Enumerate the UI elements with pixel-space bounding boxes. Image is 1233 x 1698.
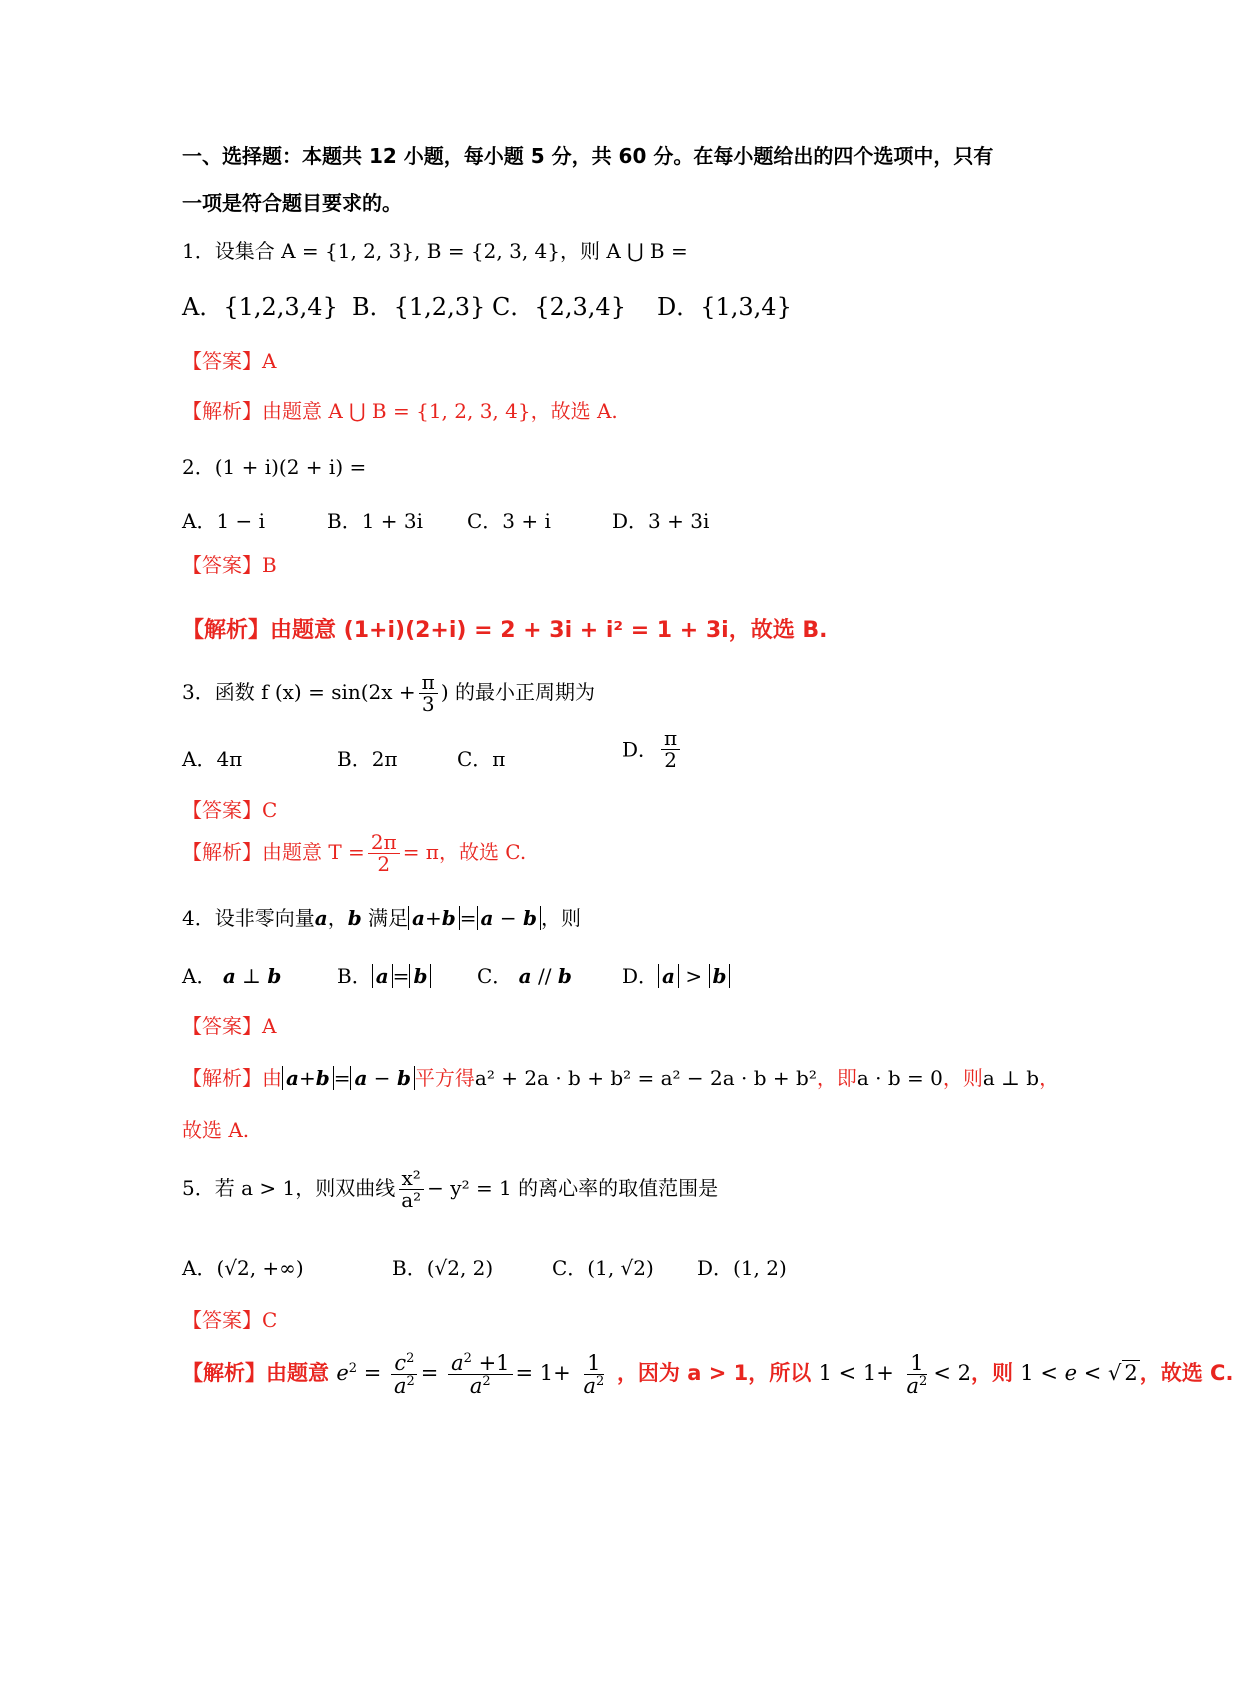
q5-option-b: B．(√2, 2)	[392, 1256, 494, 1280]
q2-option-b: B．1 + 3i	[327, 509, 424, 533]
q5-analysis-eq3: 1 < e < √ 2	[1020, 1361, 1138, 1386]
q4-analysis-sum-b: b	[315, 1066, 330, 1090]
analysis-label: 【解析】	[182, 1066, 262, 1090]
q1-option-d: D．{1,3,4}	[657, 293, 792, 321]
q4-option-b-label: B．	[337, 964, 372, 988]
answer-label: 【答案】	[182, 349, 262, 373]
q4-sum-b: b	[441, 906, 456, 930]
q4-option-a-vec-b: b	[267, 964, 282, 988]
q3-answer	[182, 797, 277, 823]
q4-stem-pre: 4．设非零向量	[182, 906, 315, 930]
q4-option-c: C． a // b	[477, 964, 572, 988]
q4-analysis-sum-a: a	[286, 1066, 299, 1090]
q4-analysis-eq: a+b = a − b	[282, 1066, 415, 1090]
q4-analysis-end: ，	[1039, 1066, 1060, 1090]
q4-option-d-vec-b: b	[712, 964, 727, 988]
q5-option-a: A．(√2, +∞)	[182, 1256, 304, 1280]
q2-analysis	[182, 617, 828, 646]
q4-sum-a: a	[412, 906, 426, 930]
analysis-label: 【解析】	[182, 618, 271, 643]
q5-eq-frac3: $\frac{1}{a^2}$	[583, 1351, 605, 1399]
q4-option-d-abs-b	[709, 964, 731, 988]
q3-option-d-den: 2	[664, 748, 677, 772]
q4-analysis-abs-diff: a − b	[350, 1066, 414, 1090]
q5-analysis-post1: ，因为 a > 1，所以	[616, 1361, 812, 1386]
answer-label: 【答案】	[182, 1308, 262, 1332]
q4-option-c-vec-b: b	[557, 964, 572, 988]
q4-stem: 4．设非零向量a，b 满足 a+b = a − b ，则	[182, 906, 581, 930]
q4-analysis-diff-b: b	[396, 1066, 411, 1090]
q4-analysis-pre: 由	[262, 1066, 282, 1090]
q4-analysis-diff-a: a	[354, 1066, 368, 1090]
q5-analysis-post3: ，故选 C.	[1139, 1361, 1233, 1386]
q4-option-b-vec-b: b	[413, 964, 428, 988]
q4-option-c-label: C．	[477, 964, 513, 988]
q3-frac-num: π	[419, 672, 438, 694]
q5-option-d: D．(1, 2)	[697, 1256, 787, 1280]
answer-value: A	[262, 349, 277, 373]
q5-stem-pre: 5．若 a > 1，则双曲线	[182, 1176, 396, 1200]
q3-option-d-fraction	[661, 728, 680, 771]
q5-fraction	[398, 1168, 424, 1211]
q4-option-a-vec-a: a	[222, 964, 236, 988]
q5-frac-num: x²	[399, 1168, 424, 1190]
q5-analysis	[182, 1352, 1233, 1397]
answer-value: A	[262, 1014, 277, 1038]
q5-eq-frac2: $\frac{a^2 +1}{a^2}$	[448, 1352, 512, 1397]
q4-option-d-label: D．	[622, 964, 659, 988]
q5-analysis-pre: 由题意	[266, 1361, 329, 1386]
q5-stem-post: − y² = 1 的离心率的取值范围是	[427, 1176, 719, 1200]
q3-analysis-den: 2	[377, 852, 391, 876]
q4-answer	[182, 1013, 276, 1039]
q3-frac-den: 3	[421, 692, 435, 716]
q4-stem-post: ，则	[540, 906, 581, 930]
q4-option-b: B． a = b	[337, 963, 431, 989]
answer-value: C	[262, 798, 278, 822]
q4-analysis-abs-sum: a+b	[282, 1066, 334, 1090]
q3-option-d-label: D．	[622, 737, 659, 762]
q4-diff-b: b	[522, 906, 537, 930]
q4-stem-mid: 满足	[368, 906, 409, 930]
q5-answer	[182, 1307, 277, 1333]
q3-option-b: B．2π	[337, 747, 398, 771]
q3-option-d	[622, 728, 683, 771]
q3-stem-post: ) 的最小正周期为	[440, 680, 595, 704]
q4-option-b-abs-a	[372, 964, 393, 988]
q5-analysis-eq1: $e^2$ = $\frac{c^2}{a^2}$ = $\frac{a^2 +1}{a^2}$ = 1+ $\frac{1}{a^2}$	[336, 1361, 617, 1385]
q1-option-b: B．{1,2,3}	[352, 293, 486, 321]
q4-abs-sum: a+b	[408, 906, 460, 930]
q4-analysis	[182, 1065, 1059, 1091]
q4-diff-a: a	[480, 906, 494, 930]
q4-option-b-abs-b	[409, 964, 431, 988]
q3-analysis-fraction	[368, 832, 400, 875]
q4-analysis-expr: a² + 2a · b + b² = a² − 2a · b + b²	[474, 1066, 817, 1090]
q3-analysis-pre: 由题意 T =	[262, 840, 365, 864]
q2-option-d: D．3 + 3i	[612, 509, 710, 533]
answer-label: 【答案】	[182, 553, 262, 577]
q3-analysis	[182, 832, 526, 875]
answer-value: B	[262, 553, 277, 577]
q5-eq-frac1: $\frac{c^2}{a^2}$	[391, 1352, 418, 1397]
q4-option-c-vec-a: a	[518, 964, 532, 988]
q3-fraction	[419, 672, 438, 715]
q4-option-d: D． a > b	[622, 963, 730, 989]
q4-analysis-expr3: a ⊥ b	[982, 1066, 1040, 1090]
q3-option-d-num: π	[661, 728, 680, 750]
q1-answer	[182, 348, 276, 374]
analysis-label: 【解析】	[182, 840, 262, 864]
q1-analysis	[182, 398, 618, 424]
q4-option-d-abs-a	[658, 964, 679, 988]
q2-option-c: C．3 + i	[467, 509, 551, 533]
q1-stem: 1．设集合 A = {1, 2, 3}, B = {2, 3, 4}，则 A ⋃ B =	[182, 239, 688, 263]
q2-option-a: A．1 − i	[182, 509, 266, 533]
q3-analysis-num: 2π	[368, 832, 400, 854]
q5-frac-den: a²	[401, 1188, 422, 1212]
section-heading-line1: 一、选择题：本题共 12 小题，每小题 5 分，共 60 分。在每小题给出的四个选项中，只有	[182, 144, 994, 168]
q3-option-a: A．4π	[182, 747, 243, 771]
answer-label: 【答案】	[182, 1014, 262, 1038]
q1-option-c: C．{2,3,4}	[492, 293, 626, 321]
q4-abs-diff: a − b	[477, 906, 541, 930]
section-heading-line2: 一项是符合题目要求的。	[182, 191, 402, 215]
q4-option-b-vec-a: a	[375, 964, 389, 988]
q3-stem	[182, 672, 595, 715]
q4-analysis-mid3: ，则	[942, 1066, 983, 1090]
q4-analysis-mid1: 平方得	[414, 1066, 475, 1090]
q4-vec-b: b	[347, 906, 362, 930]
q2-stem: 2．(1 + i)(2 + i) =	[182, 455, 367, 479]
q4-option-a-label: A．	[182, 964, 217, 988]
q5-option-c: C．(1, √2)	[552, 1256, 654, 1280]
q2-answer	[182, 552, 277, 578]
q4-option-a: A． a ⊥ b	[182, 964, 282, 988]
q4-analysis-line2: 故选 A.	[182, 1118, 250, 1142]
answer-value: C	[262, 1308, 278, 1332]
q3-analysis-post: = π，故选 C.	[402, 840, 527, 864]
analysis-label: 【解析】	[182, 399, 262, 423]
q3-option-c: C．π	[457, 747, 506, 771]
q5-stem	[182, 1168, 718, 1211]
q5-analysis-eq2: 1 < 1+ $\frac{1}{a^2}$ < 2	[818, 1351, 971, 1399]
q4-analysis-mid2: ，即	[816, 1066, 857, 1090]
answer-label: 【答案】	[182, 798, 262, 822]
analysis-text: 由题意 A ⋃ B = {1, 2, 3, 4}，故选 A.	[262, 399, 618, 423]
q3-stem-pre: 3．函数 f (x) = sin(2x +	[182, 680, 416, 704]
q1-option-a: A．{1,2,3,4}	[182, 293, 338, 321]
q4-vec-a: a	[314, 906, 328, 930]
q4-option-d-vec-a: a	[662, 964, 676, 988]
analysis-label: 【解析】	[182, 1361, 266, 1386]
q5-analysis-post2: ，则	[970, 1361, 1013, 1386]
q4-analysis-expr2: a · b = 0	[856, 1066, 943, 1090]
analysis-text: 由题意 (1+i)(2+i) = 2 + 3i + i² = 1 + 3i，故选 B.	[270, 618, 828, 643]
